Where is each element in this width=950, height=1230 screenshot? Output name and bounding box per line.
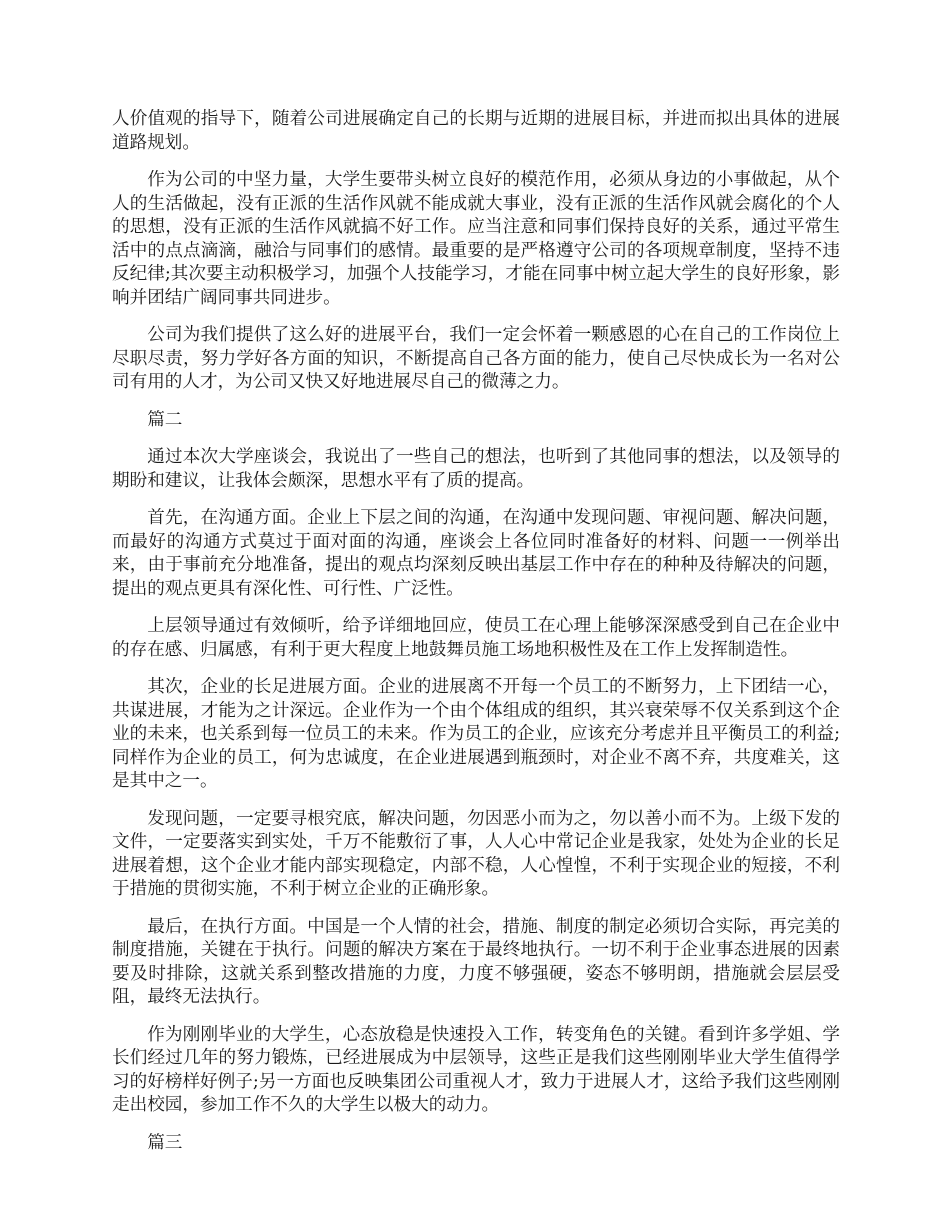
section-heading-part-two: 篇二 — [147, 409, 183, 430]
paragraph-leadership-listening: 上层领导通过有效倾听，给予详细地回应，使员工在心理上能够深深感受到自己在企业中的存在感、归属感，有利于更大程度上地鼓舞员施工场地积极性及在工作上发挥制造性。 — [112, 616, 840, 660]
paragraph-new-graduates: 作为刚刚毕业的大学生，心态放稳是快速投入工作，转变角色的关键。看到许多学姐、学长们经过几年的努力锻炼，已经进展成为中层领导，这些正是我们这些刚刚毕业大学生值得学习的好榜样好例子;另一方面也反映集团公司重视人才，致力于进展人才，这给予我们这些刚刚走出校园，参加工作不久的大学生以极大的动力。 — [112, 1024, 840, 1115]
paragraph-role-model: 作为公司的中坚力量，大学生要带头树立良好的模范作用，必须从身边的小事做起，从个人的生活做起，没有正派的生活作风就不能成就大事业，没有正派的生活作风就会腐化的个人的思想，没有正派的生活作风就搞不好工作。应当注意和同事们保持良好的关系，通过平常生活中的点点滴滴，融洽与同事们的感情。最重要的是严格遵守公司的各项规章制度，坚持不违反纪律;其次要主动积极学习，加强个人技能学习，才能在同事中树立起大学生的良好形象，影响并团结广阔同事共同进步。 — [112, 170, 840, 308]
paragraph-intro-continuation: 人价值观的指导下，随着公司进展确定自己的长期与近期的进展目标，并进而拟出具体的进展道路规划。 — [112, 109, 840, 153]
paragraph-gratitude: 公司为我们提供了这么好的进展平台，我们一定会怀着一颗感恩的心在自己的工作岗位上尽职尽责，努力学好各方面的知识，不断提高自己各方面的能力，使自己尽快成长为一名对公司有用的人才，为公司又快又好地进展尽自己的微薄之力。 — [112, 325, 840, 392]
paragraph-symposium: 通过本次大学座谈会，我说出了一些自己的想法，也听到了其他同事的想法，以及领导的期盼和建议，让我体会颇深，思想水平有了质的提高。 — [112, 447, 840, 491]
paragraph-execution: 最后，在执行方面。中国是一个人情的社会，措施、制度的制定必须切合实际，再完美的制度措施，关键在于执行。问题的解决方案在于最终地执行。一切不利于企业事态进展的因素要及时排除，这就关系到整改措施的力度，力度不够强硬，姿态不够明朗，措施就会层层受阻，最终无法执行。 — [112, 916, 840, 1007]
paragraph-long-term-development: 其次，企业的长足进展方面。企业的进展离不开每一个员工的不断努力，上下团结一心，共谋进展，才能为之计深远。企业作为一个由个体组成的组织，其兴衰荣辱不仅关系到这个企业的未来，也关系到每一位员工的未来。作为员工的企业，应该充分考虑并且平衡员工的利益;同样作为企业的员工，何为忠诚度，在企业进展遇到瓶颈时，对企业不离不弃，共度难关，这是其中之一。 — [112, 677, 840, 791]
paragraph-communication: 首先，在沟通方面。企业上下层之间的沟通，在沟通中发现问题、审视问题、解决问题，而最好的沟通方式莫过于面对面的沟通，座谈会上各位同时准备好的材料、问题一一例举出来，由于事前充分地准备，提出的观点均深刻反映出基层工作中存在的种种及待解决的问题，提出的观点更具有深化性、可行性、广泛性。 — [112, 508, 840, 599]
document-page — [112, 108, 840, 1169]
paragraph-finding-problems: 发现问题，一定要寻根究底，解决问题，勿因恶小而为之，勿以善小而不为。上级下发的文件，一定要落实到实处，千万不能敷衍了事，人人心中常记企业是我家，处处为企业的长足进展着想，这个企业才能内部实现稳定，内部不稳，人心惶惶，不利于实现企业的短接，不利于措施的贯彻实施，不利于树立企业的正确形象。 — [112, 808, 840, 899]
section-heading-part-three: 篇三 — [147, 1132, 183, 1153]
